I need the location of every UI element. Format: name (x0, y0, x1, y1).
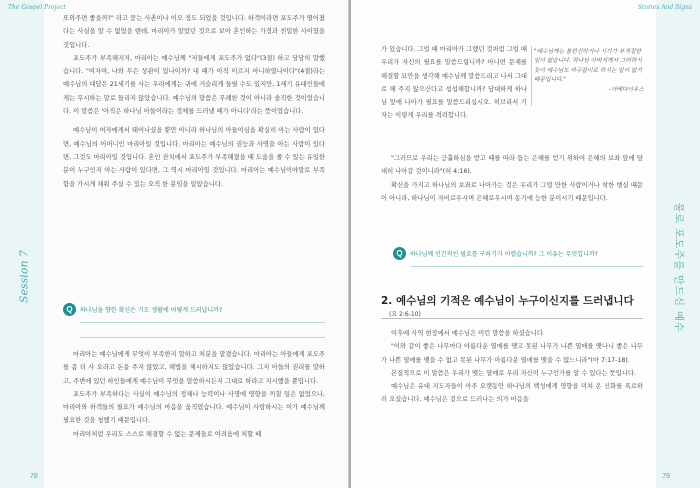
right-paragraph-7: 예수님은 유대 지도자들이 아주 오랫동안 하나님의 백성에게 영향을 미쳐 온 신화를 폭로하러 오셨습니다. 예수님은 겉으로 드러나는 의가 마음을 (381, 383, 643, 404)
right-paragraph-5: "이와 같이 좋은 나무마다 아름다운 열매를 맺고 못된 나무가 나쁜 열매를 맺나니 좋은 나무가 나쁜 열매를 맺을 수 없고 못된 나무가 아름다운 열매를 맺을 수 없느니라"(마 7:17-18). (381, 343, 643, 364)
right-text-mid (381, 152, 643, 205)
right-running-head: Stories And Signs (637, 4, 692, 11)
left-paragraph-6: 마리아처럼 우리도 스스로 해결할 수 없는 문제들로 어려움에 처할 때 (73, 430, 262, 438)
pull-quote (534, 48, 644, 95)
left-question-text: 하나님을 향한 확신은 기도 생활에 어떻게 드러납니까? (80, 307, 223, 314)
session-label: Session 7 (17, 249, 31, 304)
left-page-number: 78 (30, 473, 38, 480)
pull-quote-author: -아베다이우스 (608, 86, 644, 93)
right-question (393, 247, 598, 260)
question-badge-icon: Q (393, 247, 406, 260)
left-text-top (63, 12, 325, 191)
left-paragraph-3: 예수님이 여자에게서 태어나셨을 뿐만 아니라 하나님의 아들이심을 확실히 아는 사람이 있다면, 예수님의 어머니인 마리아일 것입니다. 마리아는 예수님의 권능과 사명을 아는 사람이 있다면, 그것도 마리아일 것입니다. 혼인 잔치에서 포도주가 부족해졌을 때 도움을 줄 수 있는 유일한 분이 누구인지 아는 사람이 있다면, 그 역시 마리아일 것입니다. 마리아는 예수님이야말로 부족함을 가시게 채워 주실 수 있는 오직 한 분임을 알았습니다. (63, 127, 325, 188)
left-paragraph-2: 포도주가 부족해지자, 마리아는 예수님께 "저들에게 포도주가 없다"(3절) 하고 당당히 말했습니다. "여자여, 나와 무슨 상관이 있나이까? 내 때가 아직 이르지 아니하였나이다"(4절)라는 예수님의 대답은 21세기를 사는 우리에게는 귀에 거슬리게 들릴 수도 있지만, 1세기 유대인들에게는 무시하는 말로 들리지 않았습니다. 예수님의 말씀은 무례한 것이 아니라 솔직한 것이었습니다. 이 말씀은 '아직은 하나님 아들이라는 정체를 드러낼 때가 아니다'라는 뜻이었습니다. (63, 54, 325, 116)
right-paragraph-2: "그러므로 우리는 긍휼하심을 받고 때를 따라 돕는 은혜를 얻기 위하여 은혜의 보좌 앞에 담대히 나아갈 것이니라"(히 4:16). (381, 155, 643, 176)
left-running-head: The Gospel Project (8, 4, 66, 11)
section-rule (381, 318, 643, 319)
right-question-text: 하나님께 인간적인 필요를 구하기가 어렵습니까? 그 이유는 무엇입니까? (410, 251, 598, 258)
right-paragraph-6: 본질적으로 이 말씀은 우리가 맺는 열매로 우리 자신이 누구인가를 알 수 있다는 뜻입니다. (391, 369, 637, 377)
left-text-bottom (63, 348, 325, 441)
left-paragraph-4: 마리아는 예수님에게 무엇이 부족한지 말하고 처분을 맡겼습니다. 마리아는 아들에게 포도주를 좀 더 사 오라고 돈을 주지 않았고, 해법을 제시하지도 않았습니다. 그저 아들의 권리를 말하고, 주변에 있던 하인들에게 예수님이 무엇을 말씀하시든지 그대로 하라고 지시했을 뿐입니다. (63, 351, 325, 385)
right-paragraph-4: 이후에 사역 현장에서 예수님은 이런 말씀을 하셨습니다. (391, 330, 545, 337)
answer-line (80, 322, 325, 323)
section-reference: (요 2:6-10) (389, 311, 421, 318)
right-paragraph-3: 확신을 가지고 하나님의 보좌로 나아가는 것은 우리가 그럴 만한 사람이거나 착한 행실 때문이 아니라, 하나님이 자비로우시며 은혜로우시며 동기에 능한 분이시기 때문입니다. (381, 181, 643, 202)
left-paragraph-1: 또와주면 좋을까?" 라고 묻는 사촌이나 이모 정도 되었을 것입니다. 하객이라면 포도주가 떨어졌다는 사실을 알 수 없었을 텐데, 마리아가 알았던 것으로 보아 혼인하는 가정과 친밀한 사이였을 것입니다. (63, 15, 325, 49)
answer-line (80, 337, 325, 338)
right-page-number: 79 (662, 473, 670, 480)
section-heading: 2. 예수님의 기적은 예수님이 누구이신지를 드러냅니다 (381, 295, 634, 307)
quote-rule (531, 46, 532, 106)
question-badge-icon: Q (63, 303, 76, 316)
right-page (351, 0, 700, 488)
left-question (63, 303, 222, 316)
chapter-label: 물로 포도주를 만드신 예수 (672, 202, 684, 333)
right-text-top-narrow (381, 43, 527, 123)
answer-line (411, 266, 643, 267)
right-text-bottom (381, 327, 643, 407)
pull-quote-text: "예수님께는 불편진하거나 시기가 부적절한 일이 없습니다. 하나님 아버지께서 그러하시듯이 예수님도 마구잡이로 하시는 일이 없기 때문입니다." (534, 49, 642, 84)
right-paragraph-1: 가 있습니다. 그럴 때 마리아가 그랬던 것처럼 그럴 때 우리가 자신의 필요를 말씀드립니까? 아니면 문제를 해결할 묘안을 생각해 예수님께 말씀드리고 나서 그대로 해 주지 않으신다고 섭섭해합니까? 담대하게 하나님 앞에 나아가 필요를 말씀드리십시오. 히브리서 기자는 이렇게 우리를 격려합니다. (381, 46, 527, 120)
left-page (0, 0, 349, 488)
left-paragraph-5: 포도주가 부족하다는 사실이 예수님의 정체나 능력이나 사명에 영향을 끼칠 일은 없었으나, 마리아와 하객들의 필요가 예수님의 마음을 움직였습니다. 예수님이 사랑하시는 이가 예수님께 필요한 것을 청했기 때문입니다. (63, 390, 325, 425)
